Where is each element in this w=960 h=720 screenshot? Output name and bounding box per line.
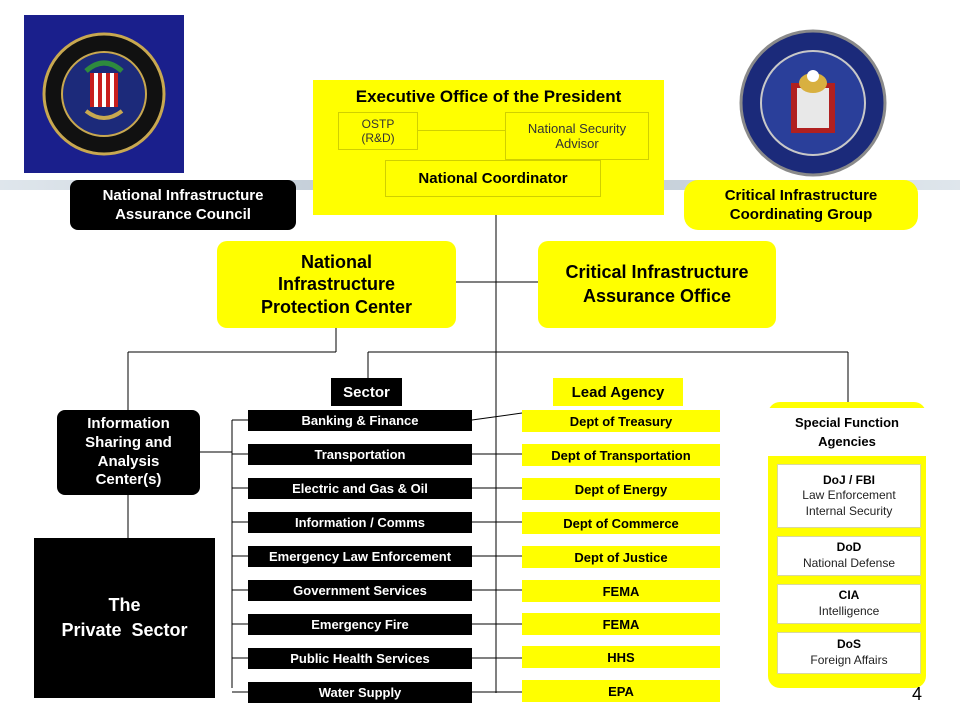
sector-header (331, 378, 402, 406)
national-security-advisor-box (505, 112, 649, 160)
nipc-seal (733, 28, 893, 178)
ciao-box (538, 241, 776, 328)
sector-row (248, 410, 472, 431)
doj-fbi-box (777, 464, 921, 528)
dod-box (777, 536, 921, 576)
cia-desc: Intelligence (818, 604, 880, 618)
lead-agency-header-label: Lead Agency (571, 383, 665, 401)
sector-row (248, 614, 472, 635)
sector-row (248, 512, 472, 533)
ostp-box (338, 112, 418, 150)
nipc-seal-icon (733, 28, 893, 178)
agency-label: Dept of Transportation (551, 447, 691, 463)
sector-label: Information / Comms (294, 515, 425, 530)
nipc-box (217, 241, 456, 328)
dod-desc: National Defense (802, 556, 896, 570)
sector-row (248, 546, 472, 567)
private-sector-label: The Private Sector (61, 594, 188, 640)
fbi-seal (24, 15, 184, 173)
sector-row (248, 648, 472, 669)
agency-row (522, 410, 720, 432)
sector-label: Electric and Gas & Oil (292, 481, 428, 496)
agency-label: Dept of Justice (574, 549, 668, 565)
agency-row (522, 512, 720, 534)
agency-row (522, 444, 720, 466)
cicg-label: Critical Infrastructure Coordinating Group (724, 186, 878, 223)
fbi-seal-icon (24, 15, 184, 173)
nipc-label: National Infrastructure Protection Center (260, 251, 413, 317)
special-function-title: Special Function Agencies (794, 414, 899, 449)
cia-box (777, 584, 921, 624)
sector-label: Government Services (293, 583, 427, 598)
agency-label: FEMA (602, 583, 640, 599)
isac-label: Information Sharing and Analysis Center(s) (85, 415, 172, 489)
agency-label: Dept of Energy (574, 481, 668, 497)
executive-office-title: Executive Office of the President (355, 87, 622, 106)
agency-label: EPA (608, 683, 634, 699)
ostp-label: OSTP (R&D) (361, 117, 395, 145)
doj-fbi-name: DoJ / FBI (822, 472, 875, 487)
sector-label: Emergency Law Enforcement (268, 549, 452, 564)
cicg-box (684, 180, 918, 230)
agency-row (522, 680, 720, 702)
sector-label: Transportation (314, 447, 406, 462)
agency-row (522, 646, 720, 668)
dos-name: DoS (837, 637, 861, 652)
sector-label: Water Supply (318, 685, 402, 700)
national-coordinator-box (385, 160, 601, 197)
agency-label: Dept of Treasury (569, 413, 673, 429)
dos-box (777, 632, 921, 674)
agency-row (522, 546, 720, 568)
page-number: 4 (912, 684, 923, 704)
national-coordinator-label: National Coordinator (418, 170, 568, 187)
doj-fbi-desc: Law Enforcement Internal Security (802, 488, 896, 518)
agency-row (522, 613, 720, 635)
sector-header-label: Sector (343, 383, 390, 401)
cia-name: CIA (838, 588, 860, 603)
dos-desc: Foreign Affairs (810, 653, 888, 667)
sector-row (248, 478, 472, 499)
national-security-advisor-label: National Security Advisor (527, 121, 627, 151)
dod-name: DoD (836, 540, 862, 555)
sector-row (248, 580, 472, 601)
sector-row (248, 444, 472, 465)
lead-agency-header (553, 378, 683, 406)
sector-label: Public Health Services (290, 651, 430, 666)
agency-label: HHS (607, 649, 635, 665)
sector-row (248, 682, 472, 703)
sector-label: Emergency Fire (311, 617, 409, 632)
niac-box (70, 180, 296, 230)
private-sector-box (34, 538, 215, 698)
agency-label: Dept of Commerce (563, 515, 679, 531)
ciao-label: Critical Infrastructure Assurance Office (565, 262, 749, 306)
sector-label: Banking & Finance (301, 413, 419, 428)
special-function-header (768, 408, 926, 456)
niac-label: National Infrastructure Assurance Council (102, 186, 264, 223)
agency-row (522, 478, 720, 500)
agency-row (522, 580, 720, 602)
isac-box (57, 410, 200, 495)
agency-label: FEMA (602, 616, 640, 632)
